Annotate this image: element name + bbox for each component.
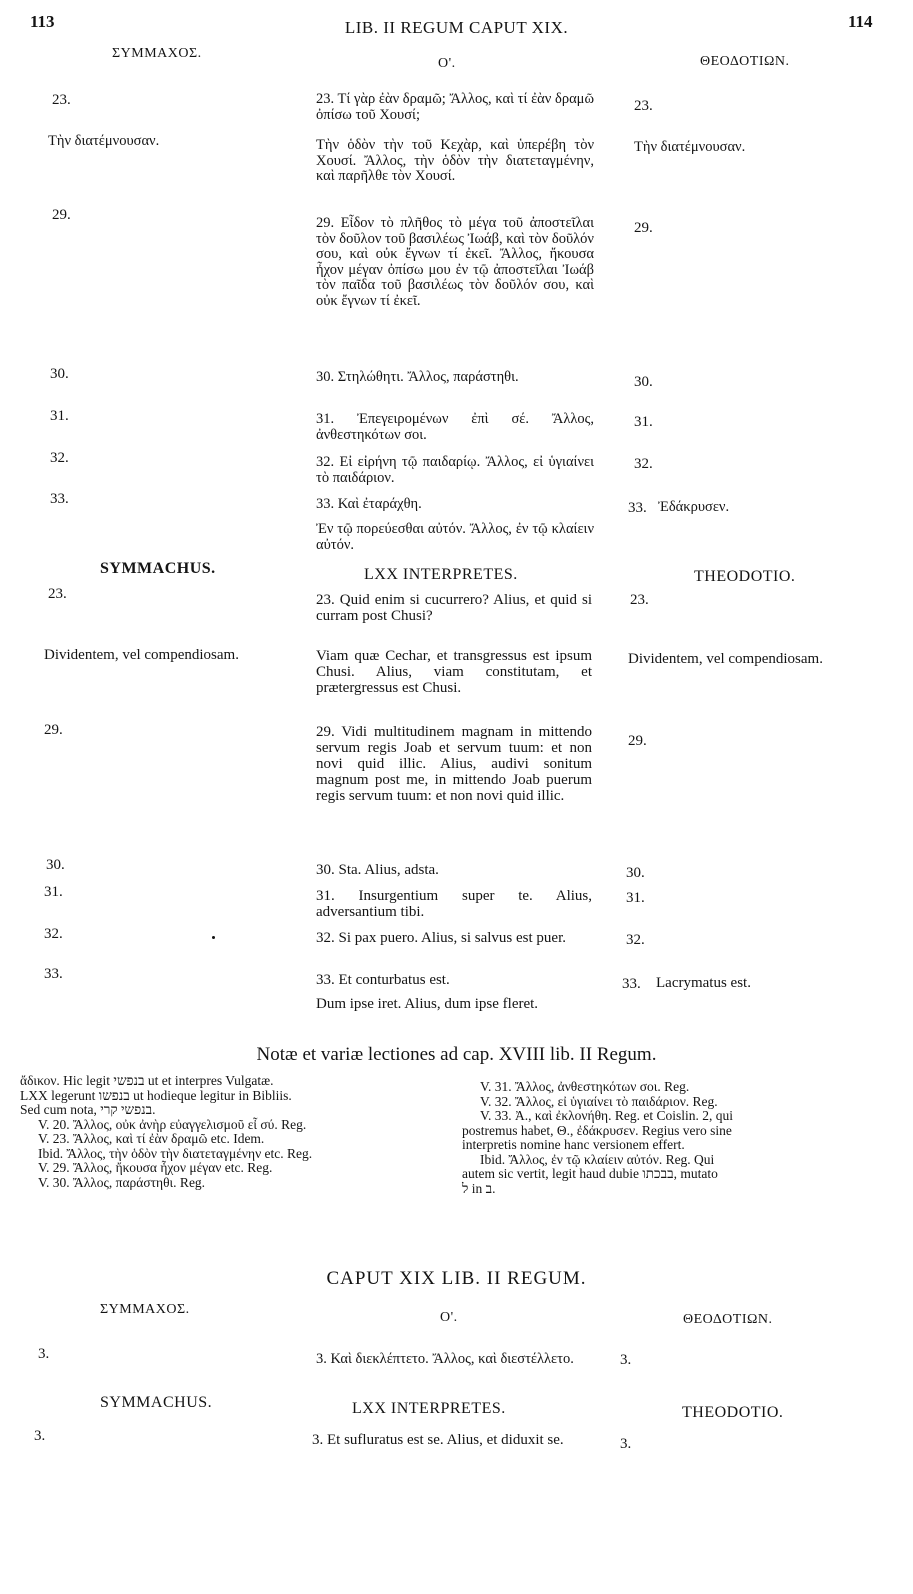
lxx-latin-verse-29: 29. Vidi multitudinem magnam in mittendo servum regis Joab et servum tuum: et non novi quid illic. Alius, audivi sonitum magnum post me, in mittendo Joab puerum regis servum tuum: et non novi quid illic. — [316, 724, 592, 804]
note-line: Sed cum nota, בנפשי קרי. — [20, 1102, 156, 1117]
header-theodotion-greek: ΘΕΟΔΟΤΙΩΝ. — [700, 54, 790, 69]
page-number-left: 113 — [30, 12, 55, 31]
note-line: LXX legerunt בנפשו ut hodieque legitur in Bibliis. — [20, 1087, 292, 1103]
verse-number: 32. — [44, 926, 63, 942]
caput-heading: CAPUT XIX LIB. II REGUM. — [326, 1268, 587, 1289]
verse-number: 23. — [634, 98, 653, 114]
verse-number: 23. — [48, 586, 67, 602]
verse-number: 31. — [626, 890, 645, 906]
stray-dot — [212, 936, 215, 939]
note-line: V. 31. Ἄλλος, ἀνθεστηκότων σοι. Reg. — [480, 1079, 690, 1094]
verse-number: 23. — [630, 592, 649, 608]
verse-number: 31. — [44, 884, 63, 900]
note-line: Ibid. Ἄλλος, ἐν τῷ κλαίειν αὐτόν. Reg. Qui — [480, 1151, 715, 1167]
lxx-greek-verse-32: 32. Εἰ εἰρήνη τῷ παιδαρίῳ. Ἄλλος, εἰ ὑγιαίνει τὸ παιδάριον. — [316, 454, 594, 486]
verse-number: 29. — [52, 207, 71, 223]
verse-number: 3. — [38, 1346, 50, 1362]
lxx-greek-verse-23b: Τὴν ὁδὸν τὴν τοῦ Κεχὰρ, καὶ ὑπερέβη τὸν Χουσί. Ἄλλος, τὴν ὁδὸν τὴν διατεταγμένην, καὶ παρῆλθε τὸν Χουσί. — [316, 137, 594, 184]
notes-title: Notæ et variæ lectiones ad cap. XVIII lib. II Regum. — [256, 1044, 657, 1065]
verse-number: 32. — [634, 456, 653, 472]
note-line: V. 32. Ἄλλος, εἰ ὑγιαίνει τὸ παιδάριον. Reg. — [480, 1093, 718, 1109]
verse-number: 33. — [628, 500, 647, 516]
lxx-greek-verse-23: 23. Τί γὰρ ἐὰν δραμῶ; Ἄλλος, καὶ τί ἐὰν δραμῶ ὀπίσω τοῦ Χουσί; — [316, 91, 594, 123]
verse-number: 32. — [626, 932, 645, 948]
header-theodotion-greek-2: ΘΕΟΔΟΤΙΩΝ. — [683, 1312, 773, 1327]
verse-number: 29. — [634, 220, 653, 236]
symmachus-latin-text: Dividentem, vel compendiosam. — [44, 647, 239, 663]
lxx-latin-verse-3: 3. Et sufluratus est se. Alius, et diduxit se. — [312, 1432, 564, 1448]
verse-number: 3. — [620, 1352, 632, 1368]
header-symmachus-latin-2: SYMMACHUS. — [100, 1394, 213, 1411]
verse-number: 31. — [634, 414, 653, 430]
header-theodotion-latin: THEODOTIO. — [694, 568, 796, 585]
notes-right-column — [462, 1080, 882, 1196]
lxx-latin-verse-31: 31. Insurgentium super te. Alius, adversantium tibi. — [316, 888, 592, 920]
verse-number: 3. — [620, 1436, 632, 1452]
lxx-latin-verse-33b: Dum ipse iret. Alius, dum ipse fleret. — [316, 996, 539, 1012]
header-symmachus-greek: ΣΥΜΜΑΧΟΣ. — [112, 46, 202, 61]
verse-number: 23. — [52, 92, 71, 108]
verse-number: 30. — [50, 366, 69, 382]
note-line: ל in ב. — [462, 1180, 496, 1196]
lxx-greek-verse-33: 33. Καὶ ἐταράχθη. — [316, 496, 422, 512]
header-lxx-greek-2: O'. — [440, 1310, 458, 1325]
verse-number: 30. — [46, 857, 65, 873]
lxx-latin-verse-23b: Viam quæ Cechar, et transgressus est ipsum Chusi. Alius, viam constitutam, et prætergressus est Chusi. — [316, 648, 592, 696]
lxx-greek-verse-31: 31. Ἐπεγειρομένων ἐπὶ σέ. Ἄλλος, ἀνθεστηκότων σοι. — [316, 411, 594, 443]
verse-number: 33. — [622, 976, 641, 992]
verse-number: 30. — [634, 374, 653, 390]
notes-left-column — [20, 1074, 440, 1190]
theodotion-latin-text: Dividentem, vel compendiosam. — [628, 651, 823, 667]
header-lxx-latin: LXX INTERPRETES. — [364, 566, 518, 583]
lxx-greek-verse-3: 3. Καὶ διεκλέπτετο. Ἄλλος, καὶ διεστέλλετο. — [316, 1351, 574, 1367]
theodotion-latin-text: Lacrymatus est. — [656, 975, 751, 991]
note-line: V. 33. Ἀ., καὶ ἐκλονήθη. Reg. et Coislin. 2, qui — [480, 1108, 733, 1123]
note-line: autem sic vertit, legit haud dubie בבכתו, mutato — [462, 1166, 718, 1181]
note-line: V. 30. Ἄλλος, παράστηθι. Reg. — [38, 1174, 206, 1190]
verse-number: 31. — [50, 408, 69, 424]
lxx-latin-verse-32: 32. Si pax puero. Alius, si salvus est puer. — [316, 930, 566, 946]
verse-number: 30. — [626, 865, 645, 881]
theodotion-greek-text: Ἐδάκρυσεν. — [658, 499, 730, 515]
lxx-latin-verse-33: 33. Et conturbatus est. — [316, 972, 450, 988]
lxx-greek-verse-29: 29. Εἶδον τὸ πλῆθος τὸ μέγα τοῦ ἀποστεῖλαι τὸν δοῦλον τοῦ βασιλέως Ἰωάβ, καὶ τὸν δοῦλόν σου, καὶ οὐκ ἔγνων τί ἐκεῖ. Ἄλλος, ἤκουσα ἦχον μέγαν ὀπίσω μου ἐν τῷ ἀποστεῖλαι Ἰωάβ τὸν παῖδα τοῦ βασιλέως τὸν δοῦλόν σου, καὶ οὐκ ἔγνων τί ἐκεῖ. — [316, 215, 594, 309]
header-theodotion-latin-2: THEODOTIO. — [682, 1404, 784, 1421]
verse-number: 33. — [50, 491, 69, 507]
lxx-greek-verse-30: 30. Στηλώθητι. Ἄλλος, παράστηθι. — [316, 369, 519, 385]
note-line: V. 20. Ἄλλος, οὐκ ἀνὴρ εὐαγγελισμοῦ εἶ σύ. Reg. — [38, 1116, 307, 1132]
lxx-latin-verse-23: 23. Quid enim si cucurrero? Alius, et quid si curram post Chusi? — [316, 592, 592, 624]
page-number-right: 114 — [848, 12, 873, 31]
header-lxx-greek: O'. — [438, 56, 456, 71]
lxx-greek-verse-33b: Ἐν τῷ πορεύεσθαι αὐτόν. Ἄλλος, ἐν τῷ κλαίειν αὐτόν. — [316, 521, 594, 553]
note-line: interpretis nomine hanc versionem effert. — [462, 1137, 685, 1152]
note-line: ἄδικον. Hic legit בנפשי ut et interpres Vulgatæ. — [20, 1073, 274, 1088]
verse-number: 32. — [50, 450, 69, 466]
theodotion-greek-text: Τὴν διατέμνουσαν. — [634, 139, 746, 155]
note-line: V. 29. Ἄλλος, ἤκουσα ἦχον μέγαν etc. Reg. — [38, 1160, 273, 1175]
verse-number: 3. — [34, 1428, 46, 1444]
verse-number: 29. — [628, 733, 647, 749]
header-symmachus-latin: SYMMACHUS. — [100, 560, 216, 577]
note-line: Ibid. Ἄλλος, τὴν ὁδὸν τὴν διατεταγμένην etc. Reg. — [38, 1145, 313, 1161]
header-lxx-latin-2: LXX INTERPRETES. — [352, 1400, 506, 1417]
note-line: postremus habet, Θ., ἐδάκρυσεν. Regius vero sine — [462, 1122, 732, 1138]
header-symmachus-greek-2: ΣΥΜΜΑΧΟΣ. — [100, 1302, 190, 1317]
note-line: V. 23. Ἄλλος, καὶ τί ἐὰν δραμῶ etc. Idem. — [38, 1131, 265, 1146]
verse-number: 33. — [44, 966, 63, 982]
verse-number: 29. — [44, 722, 63, 738]
lxx-latin-verse-30: 30. Sta. Alius, adsta. — [316, 862, 439, 878]
symmachus-greek-text: Τὴν διατέμνουσαν. — [48, 133, 160, 149]
running-head: LIB. II REGUM CAPUT XIX. — [344, 18, 569, 37]
